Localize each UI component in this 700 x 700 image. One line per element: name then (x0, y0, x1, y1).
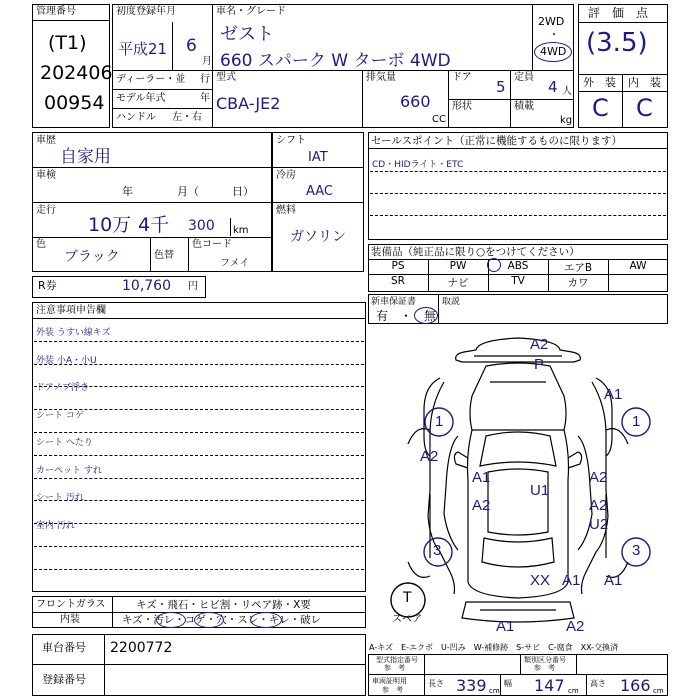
damage-code: U1 (530, 482, 550, 499)
category-ref: 参 考 (534, 664, 555, 672)
damage-code: A2 (589, 469, 608, 486)
exterior-label: 外 装 (583, 76, 616, 89)
reg-no-label: 登録番号 (42, 673, 86, 686)
four-wd-label: 4WD (540, 45, 567, 58)
equipment-item: TV (511, 275, 525, 287)
fuel-value: ガソリン (290, 229, 346, 245)
color-change-label: 色替 (154, 250, 174, 261)
remark-item: シート コゲ (36, 410, 84, 421)
type-value: CBA-JE2 (216, 94, 281, 113)
history-label: 車歴 (36, 135, 56, 146)
equipment-item: ナビ (447, 277, 469, 289)
model-year-label: モデル年式 (116, 93, 166, 104)
yen-unit: 円 (188, 281, 198, 292)
vehicle-cert-ref: 参 考 (382, 686, 403, 694)
width-label: 幅 (504, 679, 512, 688)
remark-item: ドアノブ浮き (36, 383, 90, 393)
dealer-label-2: 行 (200, 74, 210, 85)
chassis-value: 2200772 (110, 640, 173, 656)
capacity-label: 定員 (514, 72, 534, 83)
damage-code: A1 (472, 469, 491, 486)
equipment-label: 装備品（純正品に限り○をつけてください） (371, 246, 580, 258)
cc-unit: CC (432, 114, 446, 125)
damage-code: A1 (562, 572, 581, 589)
windshield-options: キズ・飛石・ヒビ割・リペア跡・X要 (136, 599, 311, 611)
displacement-label: 排気量 (366, 72, 396, 83)
damage-code: U2 (589, 516, 609, 533)
scuff-circle (250, 612, 282, 628)
stock-number-2: 00954 (44, 92, 105, 114)
stain-circle (156, 612, 186, 628)
damage-code: A2 (420, 448, 439, 465)
damage-code: 1 (632, 413, 641, 430)
car-name: ゼスト (220, 24, 274, 45)
sales-label: セールスポイント（正常に機能するものに限ります） (371, 135, 623, 147)
shift-label: シフト (276, 135, 306, 146)
fuel-label: 燃料 (276, 205, 296, 216)
stock-number-1: 202406 (40, 62, 113, 84)
length-unit: cm (489, 687, 500, 695)
load-label: 積載 (514, 101, 534, 112)
warranty-options: 有 ・ 無 (376, 309, 437, 323)
kg-unit: kg (560, 115, 573, 126)
car-grade: 660 スパーク W ターボ 4WD (220, 51, 451, 71)
model-year-unit: 年 (200, 93, 210, 104)
damage-code: A2 (472, 497, 491, 514)
recycle-label: R券 (38, 279, 57, 292)
interior-cond-options: キズ・汚レ・コゲ・穴・スレ・キレ・破レ (122, 614, 322, 626)
warranty-label: 新車保証書 (371, 297, 417, 307)
door-value: 5 (496, 78, 506, 96)
length-label: 長さ (428, 679, 444, 688)
damage-code: A1 (604, 386, 623, 403)
spare-tire-value: T (403, 590, 412, 606)
displacement-value: 660 (400, 92, 431, 111)
ac-label: 冷房 (276, 170, 296, 181)
stock-code: (T1) (48, 32, 87, 54)
handle-label: ハンドル (116, 112, 156, 123)
km-unit: km (233, 225, 249, 236)
vehicle-cert-label: 車両証明用 (372, 677, 407, 685)
first-reg-month: 6 (186, 36, 197, 56)
damage-code: 3 (632, 542, 641, 559)
equipment-item: カワ (567, 277, 589, 289)
stock-no-label: 管理番号 (36, 6, 76, 17)
door-label: ドア (452, 72, 472, 83)
type-label: 型式 (216, 72, 236, 83)
mileage-rest: 300 (188, 218, 215, 234)
rating-label: 評 価 点 (588, 6, 649, 20)
equipment-item: SR (391, 275, 405, 287)
damage-code: A1 (496, 618, 515, 635)
history-value: 自家用 (60, 147, 111, 167)
equipment-item: ABS (507, 260, 529, 272)
spare-label: スペア (392, 614, 422, 625)
windshield-label: フロントガラス (36, 599, 106, 610)
drive-dot: ・ (549, 30, 559, 41)
burn-circle (194, 612, 224, 628)
shape-label: 形状 (452, 101, 472, 112)
equipment-item: エアB (563, 262, 593, 274)
damage-code: A1 (604, 572, 623, 589)
equipment-item: AW (629, 260, 647, 272)
remark-item: 室内 汚れ (36, 520, 75, 531)
length-value: 339 (456, 676, 487, 695)
warranty-none-circle (414, 307, 438, 324)
chassis-label: 車台番号 (42, 641, 86, 654)
car-diagram (368, 326, 668, 638)
width-unit: cm (568, 687, 579, 695)
shift-value: IAT (308, 150, 328, 165)
dealer-label: ディーラー・並 (116, 74, 186, 85)
category-label: 類別区分番号 (524, 656, 566, 664)
ac-value: AAC (306, 184, 333, 199)
remark-item: 外装 うすい線キズ (36, 328, 111, 338)
type-cert-label: 型式指定番号 (376, 656, 418, 664)
interior-cond-label: 内装 (60, 614, 80, 625)
damage-code: A2 (566, 618, 585, 635)
remarks-label: 注意事項申告欄 (36, 305, 106, 316)
width-value: 147 (534, 676, 565, 695)
damage-code: A2 (530, 336, 549, 353)
remark-item: カーペット すれ (36, 465, 102, 476)
first-reg-year: 平成21 (118, 40, 168, 58)
interior-grade: C (636, 94, 653, 122)
month-unit: 月 (202, 56, 212, 67)
damage-code: P (534, 356, 545, 373)
sales-point-value: CD・HIDライト・ETC (372, 160, 464, 170)
damage-legend: A-キズ E-エクボ U-凹み W-補修跡 S-サビ C-腐食 XX-交換済 (369, 643, 619, 652)
damage-code: XX (530, 572, 551, 589)
color-code-label: 色コード (192, 239, 232, 250)
two-wd-label: 2WD (538, 15, 565, 28)
height-unit: cm (653, 687, 664, 695)
inspection-label: 車検 (36, 170, 56, 181)
height-label: 高さ (590, 679, 606, 688)
equipment-item: PW (449, 260, 467, 272)
damage-code: 3 (433, 542, 442, 559)
persons-unit: 人 (562, 86, 572, 97)
damage-code: A2 (589, 497, 608, 514)
type-cert-ref: 参 考 (384, 664, 405, 672)
equipment-circle (487, 258, 501, 272)
car-grade-label: 車名・グレード (216, 6, 286, 17)
mileage-man: 10万 (88, 214, 132, 236)
interior-label: 内 装 (628, 76, 661, 89)
first-reg-label: 初度登録年月 (116, 6, 176, 17)
color-value: ブラック (64, 249, 120, 265)
remark-item: シート へたり (36, 438, 93, 448)
handle-options: 左・右 (172, 112, 202, 123)
inspection-date: 年 月（ 日） (122, 185, 254, 198)
mileage-sen: 4千 (138, 214, 170, 236)
height-value: 166 (620, 676, 651, 695)
color-label: 色 (36, 239, 46, 250)
mileage-label: 走行 (36, 205, 56, 216)
remark-item: 外装 小A・小U (36, 355, 97, 366)
rating-score: (3.5) (586, 28, 648, 58)
capacity-value: 4 (548, 78, 558, 96)
recycle-value: 10,760 (122, 278, 171, 294)
four-wd-circle (534, 42, 572, 62)
damage-code: 1 (435, 413, 444, 430)
equipment-item: PS (391, 260, 405, 272)
recycle-box (32, 276, 206, 298)
exterior-grade: C (592, 94, 609, 122)
manual-label: 取説 (442, 297, 461, 307)
remark-item: シート 汚れ (36, 493, 84, 503)
color-code-value: フメイ (220, 258, 250, 269)
